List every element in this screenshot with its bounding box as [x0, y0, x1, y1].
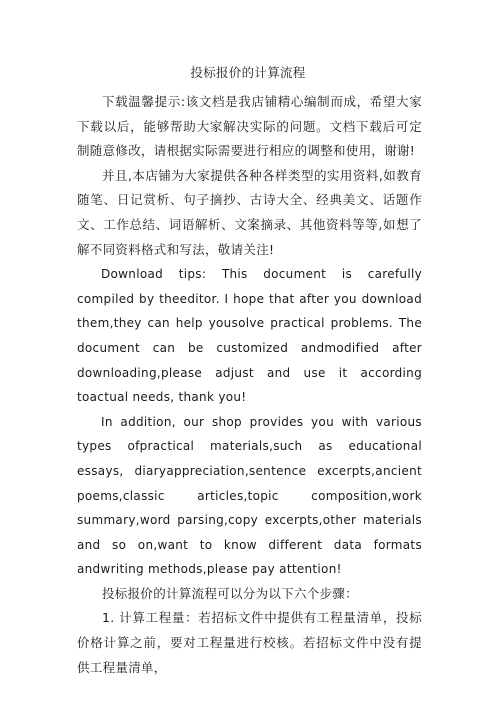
document-body — [77, 90, 422, 680]
paragraph-step-1: 1. 计算工程量：若招标文件中提供有工程量清单，投标价格计算之前，要对工程量进行校核。若招标文件中没有提供工程量清单， — [77, 610, 422, 675]
paragraph-steps-intro: 投标报价的计算流程可以分为以下六个步骤： — [102, 585, 359, 601]
paragraph-download-tips-en: Download tips: This document is carefully compiled by theeditor. I hope that after you download them,they can help yousolve practical problems. The document can be customized andmodified after downloading,please adjust and use it according toactual needs, thank you! — [77, 267, 422, 405]
document-title: 投标报价的计算流程 — [190, 65, 306, 80]
paragraph-shop-notice-zh: 并且,本店铺为大家提供各种各样类型的实用资料,如教育随笔、日记赏析、句子摘抄、古诗大全、经典美文、话题作文、工作总结、词语解析、文案摘录、其他资料等等,如想了解不同资料格式和写法，敬请关注! — [77, 167, 422, 257]
paragraph-download-notice-zh: 下载温馨提示:该文档是我店铺精心编制而成，希望大家下载以后，能够帮助大家解决实际的问题。文档下载后可定制随意修改，请根据实际需要进行相应的调整和使用，谢谢! — [77, 94, 422, 159]
paragraph-shop-notice-en: In addition, our shop provides you with various types ofpractical materials,such as educational essays, diaryappreciation,sentence excerpts,ancient poems,classic articles,topic composition,work summary,word parsing,copy excerpts,other materials and so on,want to know different data formats andwriting methods,please pay attention! — [77, 414, 422, 577]
